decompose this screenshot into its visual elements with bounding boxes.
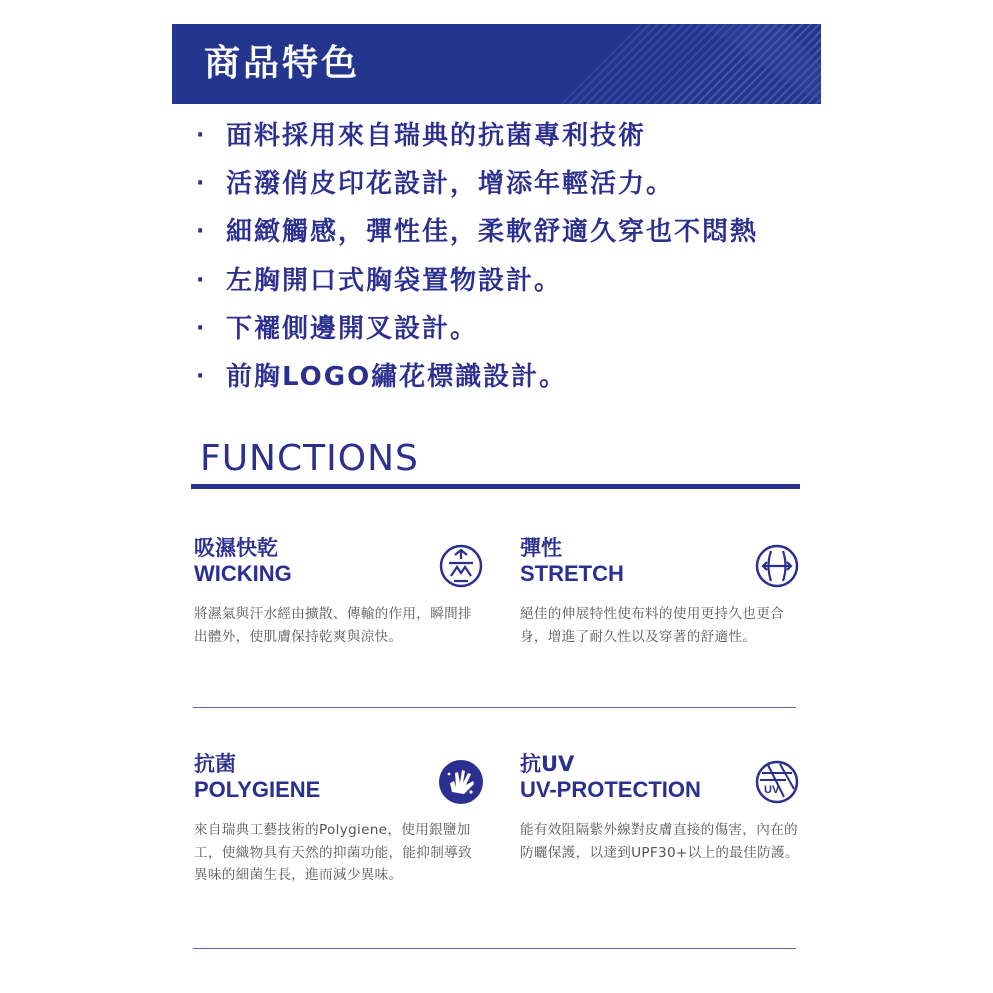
- functions-rule: [191, 484, 800, 489]
- card-title-zh: 彈性: [520, 536, 562, 560]
- feature-item: [196, 353, 758, 401]
- card-title-en: STRETCH: [520, 561, 624, 586]
- wicking-icon: [438, 543, 484, 589]
- bullet: ·: [196, 123, 207, 149]
- bullet: ·: [196, 315, 207, 341]
- stretch-icon: [754, 543, 800, 589]
- feature-item: [196, 257, 758, 305]
- feature-text: 前胸LOGO繡花標識設計。: [226, 362, 568, 393]
- feature-text: 左胸開口式胸袋置物設計。: [226, 265, 563, 296]
- feature-text: 細緻觸感，彈性佳，柔軟舒適久穿也不悶熱: [226, 217, 759, 248]
- card-title-zh: 抗菌: [194, 752, 236, 776]
- card-title-zh: 抗UV: [520, 752, 575, 776]
- card-description: 絕佳的伸展特性使布料的使用更持久也更合身，增進了耐久性以及穿著的舒適性。: [520, 606, 784, 645]
- features-banner: [172, 24, 821, 104]
- card-title-en: UV-PROTECTION: [520, 777, 701, 802]
- feature-item: [196, 112, 758, 160]
- feature-item: [196, 208, 758, 256]
- hand-icon: [438, 759, 484, 805]
- section-divider: [193, 948, 796, 949]
- card-title-en: WICKING: [194, 561, 292, 586]
- uv-icon-label: UV: [764, 784, 780, 796]
- banner-title: 商品特色: [204, 43, 361, 84]
- function-card-uv: [520, 751, 800, 861]
- function-card-wicking: [194, 535, 484, 645]
- function-card-polygiene: [194, 751, 484, 883]
- bullet: ·: [196, 267, 207, 293]
- card-title-zh: 吸濕快乾: [194, 536, 278, 560]
- banner-stripe-decoration: [521, 24, 821, 104]
- uv-icon: [754, 759, 800, 805]
- card-description: 能有效阻隔紫外線對皮膚直接的傷害，內在的防曬保護，以達到UPF30+以上的最佳防護。: [520, 822, 799, 861]
- card-description: 來自瑞典工藝技術的Polygiene，使用銀鹽加工，使織物具有天然的抑菌功能，能抑制導致異味的細菌生長，進而減少異味。: [194, 822, 472, 883]
- feature-text: 活潑俏皮印花設計，增添年輕活力。: [226, 169, 675, 200]
- bullet: ·: [196, 219, 207, 245]
- bullet: ·: [196, 171, 207, 197]
- section-divider: [193, 707, 796, 708]
- feature-text: 下襬側邊開叉設計。: [226, 313, 479, 344]
- function-card-stretch: [520, 535, 800, 645]
- feature-item: [196, 160, 758, 208]
- bullet: ·: [196, 364, 207, 390]
- card-title-en: POLYGIENE: [194, 777, 321, 802]
- card-description: 將濕氣與汗水經由擴散、傳輸的作用，瞬間排出體外，使肌膚保持乾爽與涼快。: [194, 606, 472, 645]
- feature-text: 面料採用來自瑞典的抗菌專利技術: [226, 121, 647, 152]
- feature-list: [196, 112, 758, 401]
- functions-heading: FUNCTIONS: [200, 438, 419, 479]
- feature-item: [196, 305, 758, 353]
